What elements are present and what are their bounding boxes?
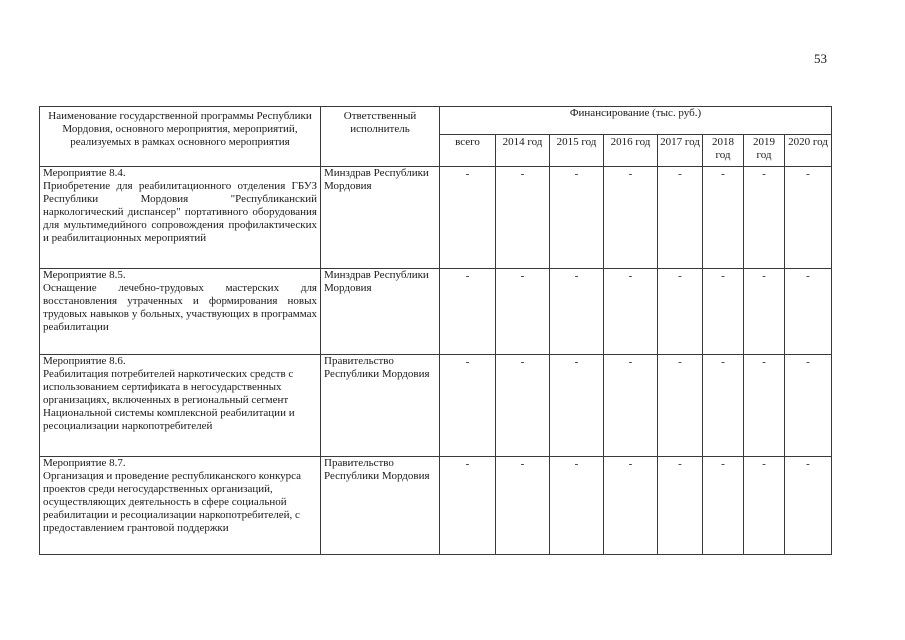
- activity-cell: [40, 167, 321, 269]
- activity-cell: [40, 269, 321, 355]
- value-2019: -: [744, 167, 785, 269]
- header-row-top: [40, 107, 832, 135]
- value-2017: -: [658, 269, 703, 355]
- activity-title: Мероприятие 8.7.: [43, 457, 126, 469]
- value-2020: -: [785, 457, 832, 555]
- value-2018: -: [703, 269, 744, 355]
- executor-cell: Минздрав Республики Мордовия: [321, 167, 440, 269]
- header-year-2015: 2015 год: [550, 135, 604, 167]
- value-2018: -: [703, 457, 744, 555]
- value-2016: -: [604, 355, 658, 457]
- value-2014: -: [496, 167, 550, 269]
- value-2019: -: [744, 457, 785, 555]
- header-year-2016: 2016 год: [604, 135, 658, 167]
- executor-cell: Правительство Республики Мордовия: [321, 457, 440, 555]
- executor-cell: Правительство Республики Мордовия: [321, 355, 440, 457]
- value-2015: -: [550, 167, 604, 269]
- value-2017: -: [658, 457, 703, 555]
- value-total: -: [440, 355, 496, 457]
- table-row: [40, 269, 832, 355]
- value-2018: -: [703, 355, 744, 457]
- table-row: [40, 355, 832, 457]
- value-2014: -: [496, 269, 550, 355]
- value-total: -: [440, 457, 496, 555]
- activity-description: Организация и проведение республиканского конкурса проектов среди негосударственных организаций, осуществляющих деятельность в сфере социальной реабилитации и ресоциализации наркопотребителей, с предоставлением грантовой поддержки: [43, 470, 302, 534]
- value-2015: -: [550, 457, 604, 555]
- value-2017: -: [658, 167, 703, 269]
- financing-table: [39, 106, 832, 555]
- header-total: всего: [440, 135, 496, 167]
- value-2020: -: [785, 167, 832, 269]
- value-2020: -: [785, 269, 832, 355]
- value-2014: -: [496, 355, 550, 457]
- table-row: [40, 457, 832, 555]
- activity-title: Мероприятие 8.6.: [43, 355, 126, 367]
- value-2019: -: [744, 269, 785, 355]
- value-2017: -: [658, 355, 703, 457]
- value-2019: -: [744, 355, 785, 457]
- value-total: -: [440, 167, 496, 269]
- header-year-2017: 2017 год: [658, 135, 703, 167]
- header-name-column: Наименование государственной программы Республики Мордовия, основного мероприятия, мероприятий, реализуемых в рамках основного мероприятия: [40, 107, 321, 167]
- header-executor-column: Ответственный исполнитель: [321, 107, 440, 167]
- value-2016: -: [604, 269, 658, 355]
- value-total: -: [440, 269, 496, 355]
- activity-description: Приобретение для реабилитационного отделения ГБУЗ Республики Мордовия "Республиканский наркологический диспансер" портативного оборудования для мультимедийного сопровождения профилактических и реабилитационных мероприятий: [43, 180, 317, 244]
- activity-description: Реабилитация потребителей наркотических средств с использованием сертификата в негосударственных организациях, включенных в региональный сегмент Национальной системы комплексной реабилитации и ресоциализации наркопотребителей: [43, 368, 295, 432]
- value-2015: -: [550, 355, 604, 457]
- activity-description: Оснащение лечебно-трудовых мастерских для восстановления утраченных и формирования новых трудовых навыков у больных, участвующих в программах реабилитации: [43, 282, 317, 333]
- page-number: 53: [814, 51, 827, 66]
- value-2014: -: [496, 457, 550, 555]
- activity-cell: [40, 355, 321, 457]
- value-2018: -: [703, 167, 744, 269]
- table-row: [40, 167, 832, 269]
- activity-title: Мероприятие 8.5.: [43, 269, 126, 281]
- header-year-2020: 2020 год: [785, 135, 832, 167]
- header-year-2014: 2014 год: [496, 135, 550, 167]
- value-2016: -: [604, 167, 658, 269]
- value-2015: -: [550, 269, 604, 355]
- header-year-2018: 2018 год: [703, 135, 744, 167]
- value-2020: -: [785, 355, 832, 457]
- header-year-2019: 2019 год: [744, 135, 785, 167]
- activity-title: Мероприятие 8.4.: [43, 167, 126, 179]
- value-2016: -: [604, 457, 658, 555]
- header-financing: Финансирование (тыс. руб.): [440, 107, 832, 135]
- executor-cell: Минздрав Республики Мордовия: [321, 269, 440, 355]
- activity-cell: [40, 457, 321, 555]
